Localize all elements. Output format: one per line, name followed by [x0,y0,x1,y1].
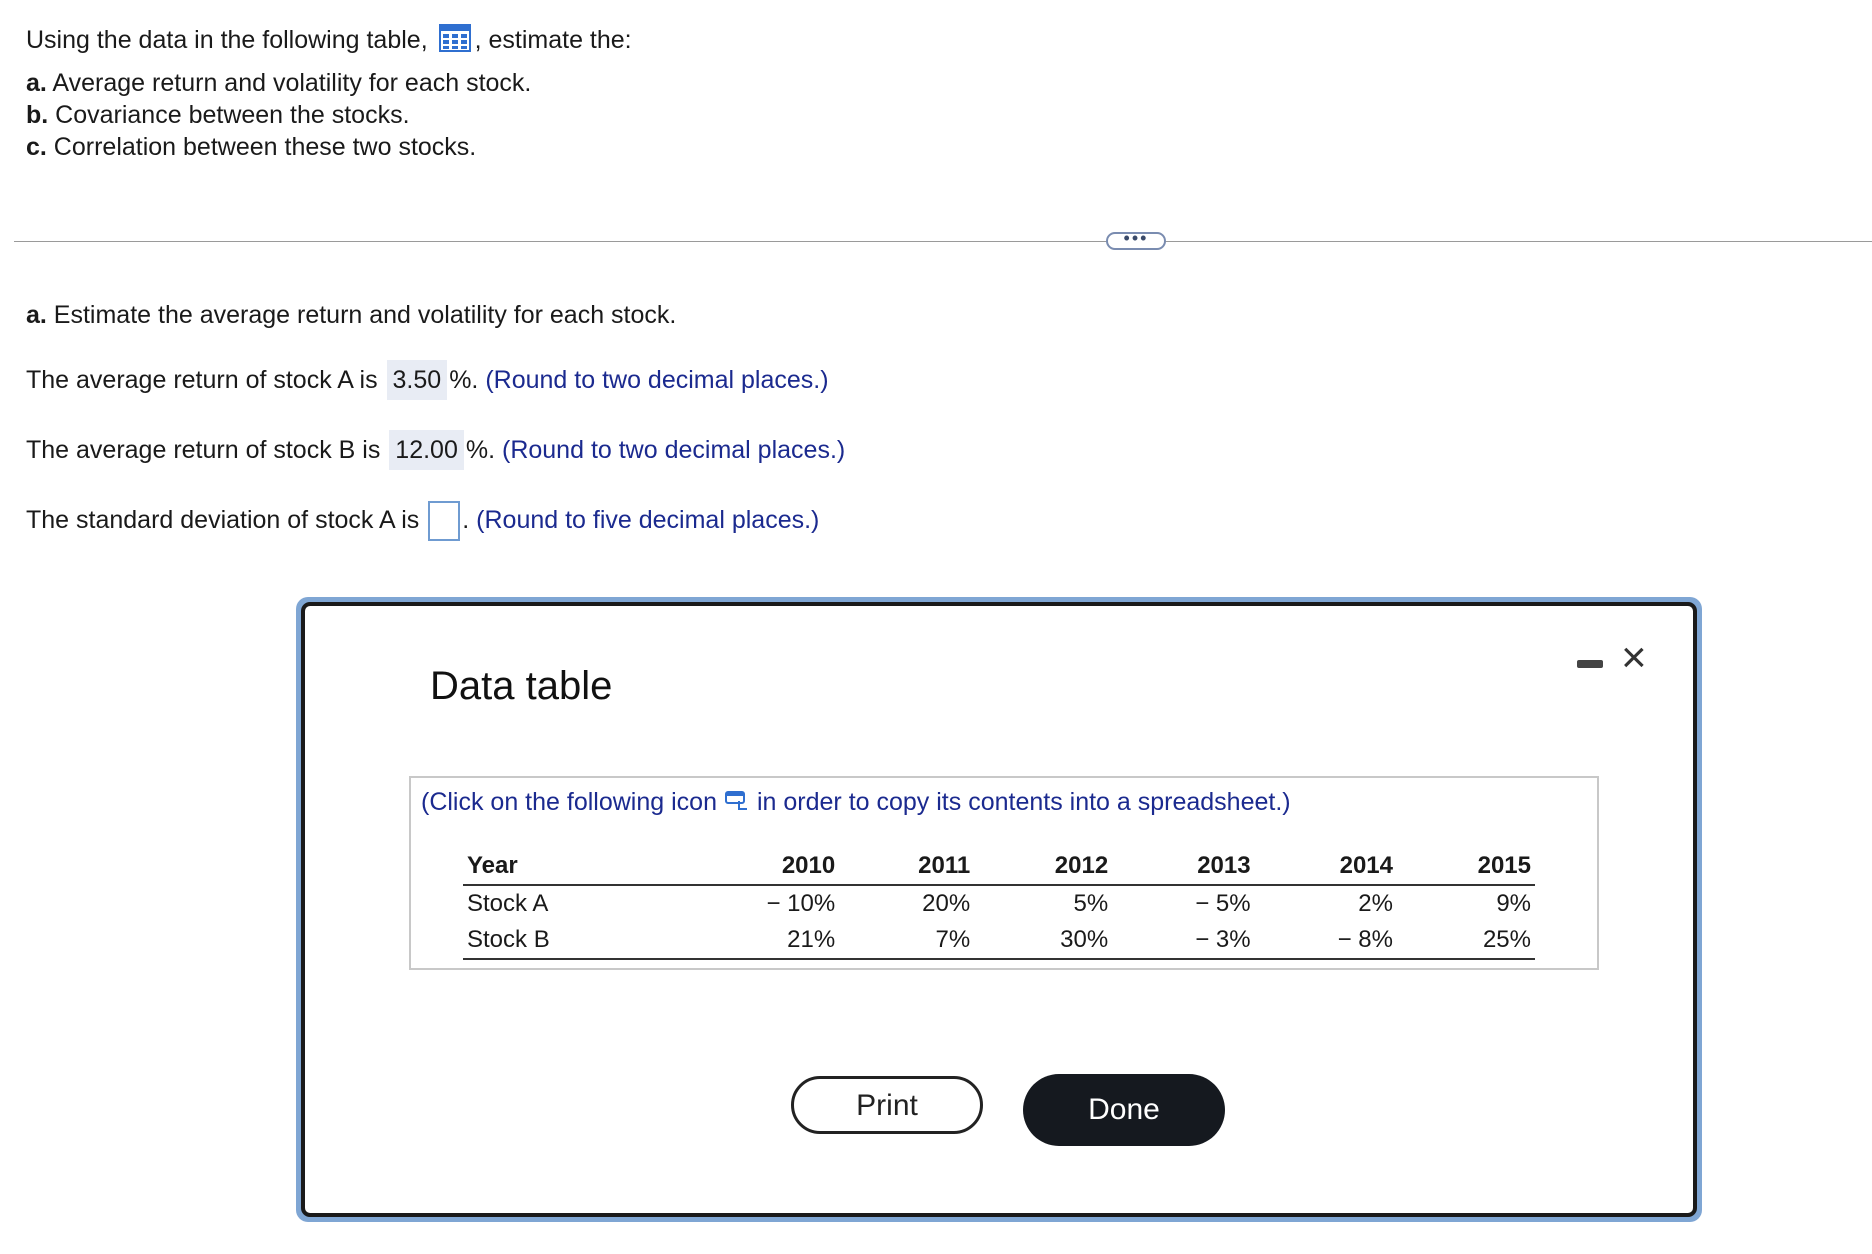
question-avg-b [26,430,845,470]
question-text: The average return of stock B is [26,436,381,464]
item-text: Average return and volatility for each stock. [46,69,532,97]
intro-prefix: Using the data in the following table, [26,26,428,55]
header-cell: 2015 [1397,848,1535,885]
answer-input-sd-a[interactable] [428,501,460,541]
header-cell: Year [463,848,667,885]
unit-text: . [462,506,470,534]
table-cell: 20% [922,890,971,917]
table-cell: 25% [1397,922,1535,959]
part-a-text: Estimate the average return and volatility for each stock. [46,301,677,329]
close-icon[interactable]: × [1621,633,1647,682]
item-label: b. [26,101,49,129]
copy-hint-suffix: in order to copy its contents into a spreadsheet.) [756,788,1291,816]
minimize-icon[interactable] [1577,660,1603,668]
modal-panel [301,602,1697,1217]
question-text: The standard deviation of stock A is [26,506,420,534]
copy-hint-prefix: (Click on the following icon [421,788,717,816]
rounding-hint: (Round to two decimal places.) [485,366,829,394]
table-cell: Stock B [463,922,667,959]
header-cell: 2013 [1112,848,1254,885]
rounding-hint: (Round to two decimal places.) [502,436,846,464]
returns-table [463,848,1535,960]
intro-item-c [26,132,476,162]
header-cell: 2010 [667,848,839,885]
intro-line [26,24,632,59]
intro-suffix: , estimate the: [474,26,632,55]
answer-field-avg-a[interactable]: 3.50 [387,360,448,400]
table-cell: 30% [974,922,1112,959]
table-row [463,922,1535,959]
table-cell: 9% [1496,890,1531,917]
print-button[interactable]: Print [791,1076,983,1134]
header-cell: 2012 [974,848,1112,885]
intro-item-a [26,68,531,98]
table-cell: − 5% [1195,890,1251,917]
table-cell: 7% [839,922,974,959]
data-table-modal [296,597,1702,1222]
item-label: a. [26,69,47,97]
modal-title: Data table [430,664,613,708]
data-table-container [409,776,1599,970]
item-label: c. [26,133,47,161]
table-grid-icon[interactable] [439,24,471,59]
table-cell: 2% [1358,890,1393,917]
question-text: The average return of stock A is [26,366,378,394]
answer-field-avg-b[interactable]: 12.00 [389,430,464,470]
expand-ellipsis-button[interactable]: ••• [1106,232,1166,250]
table-cell: 21% [667,922,839,959]
part-a-heading [26,300,676,330]
table-cell: − 3% [1112,922,1254,959]
question-sd-a [26,500,819,541]
table-cell: Stock A [467,890,549,917]
copy-spreadsheet-icon[interactable] [725,789,749,818]
section-divider [14,241,1872,242]
table-cell: − 8% [1255,922,1397,959]
done-button[interactable]: Done [1023,1074,1225,1146]
item-text: Covariance between the stocks. [48,101,410,129]
unit-text: %. [465,436,496,464]
question-avg-a [26,360,829,400]
table-cell: − 10% [766,890,836,917]
table-header-row [463,848,1535,885]
rounding-hint: (Round to five decimal places.) [476,506,820,534]
header-cell: 2011 [839,848,974,885]
table-cell: 5% [1073,890,1109,917]
copy-hint [421,788,1291,818]
part-a-label: a. [26,301,47,329]
table-row [463,885,1535,922]
intro-item-b [26,100,410,130]
unit-text: %. [449,366,479,394]
header-cell: 2014 [1255,848,1397,885]
item-text: Correlation between these two stocks. [46,133,477,161]
